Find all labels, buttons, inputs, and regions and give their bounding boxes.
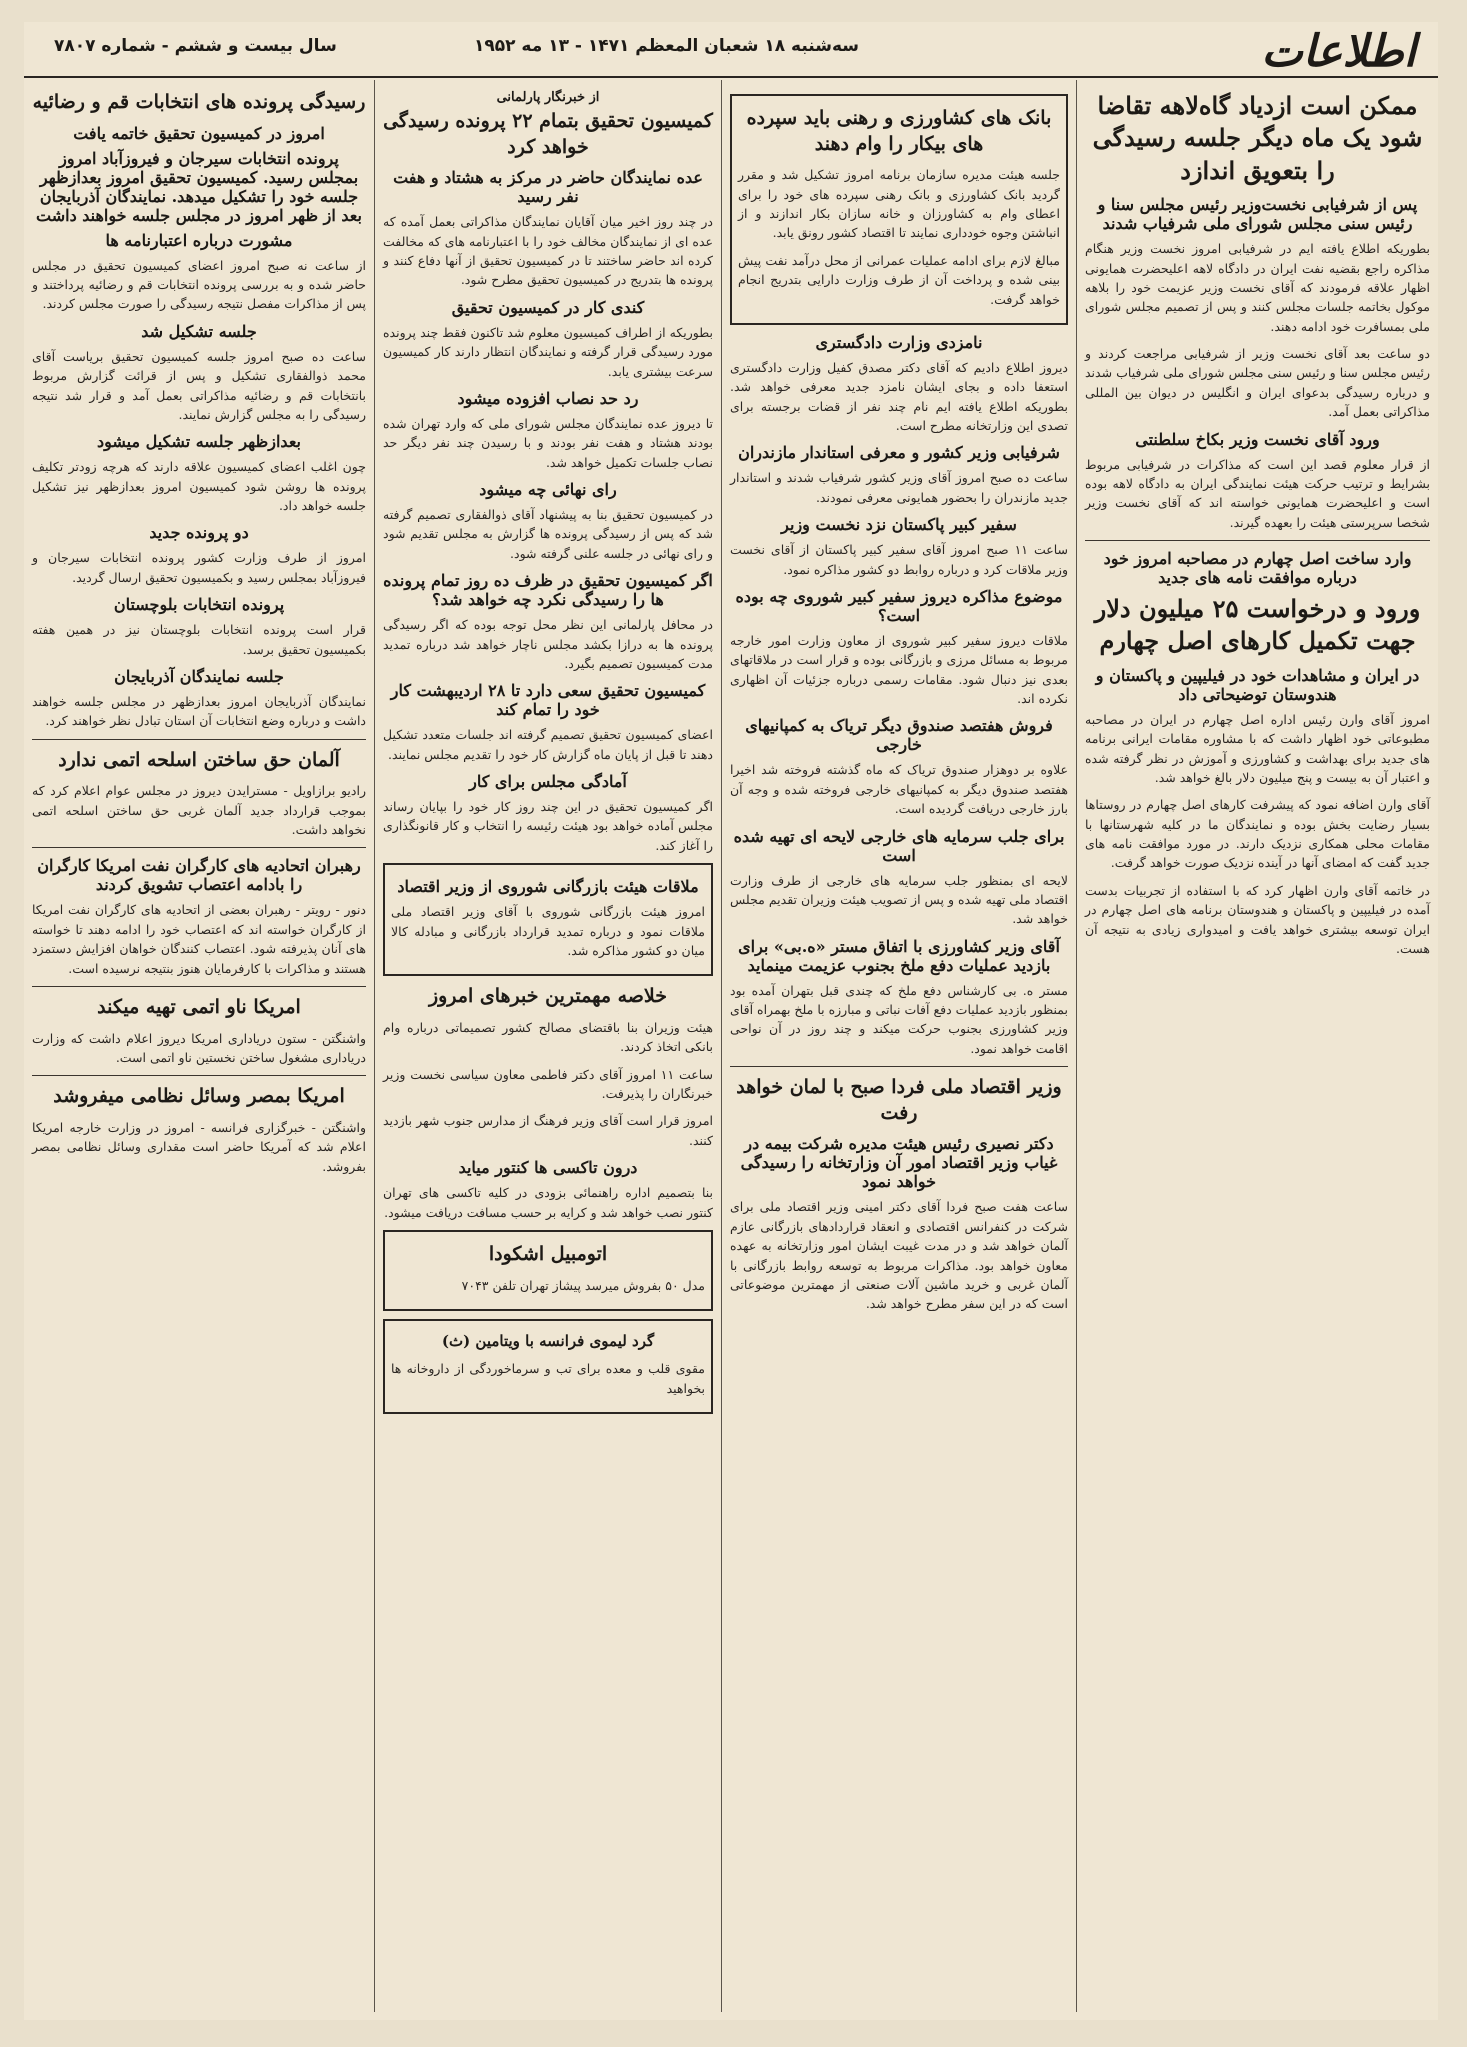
article-subhead: رهبران اتحادیه های کارگران نفت امریکا کارگران را بادامه اعتصاب تشویق کردند bbox=[37, 856, 361, 895]
article-body: ساعت ده صبح امروز آقای وزیر کشور شرفیاب شدند و استاندار جدید مازندران را بحضور همایونی معرفی نمودند. bbox=[730, 470, 1068, 505]
article-subhead: پرونده انتخابات بلوچستان bbox=[113, 595, 285, 615]
article-body: مستر ه. بی کارشناس دفع ملخ که چندی قبل بتهران آمده بود بمنظور بازدید عملیات دفع آفات نباتی و مبارزه با ملخ بهمراه آقای وزیر کشاورزی بجنوب حرکت میکند و چند روز در آن نواحی اقامت خواهد نمود. bbox=[730, 982, 1068, 1056]
article-subhead: رای نهائی چه میشود bbox=[479, 480, 617, 500]
advertisement bbox=[383, 1319, 713, 1414]
article-body: مبالغ لازم برای ادامه عملیات عمرانی از محل درآمد نفت پیش بینی شده و پرداخت آن از طرف وزارت دارایی بتدریج انجام خواهد گرفت. bbox=[738, 252, 1060, 307]
column-4 bbox=[24, 80, 374, 2012]
article-subhead: عده نمایندگان حاضر در مرکز به هشتاد و هفت نفر رسید bbox=[393, 168, 703, 207]
article-subhead: مشورت درباره اعتبارنامه ها bbox=[105, 230, 293, 250]
article-subhead: کمیسیون تحقیق سعی دارد تا ۲۸ اردیبهشت کار خود را تمام کند bbox=[390, 681, 706, 720]
article-body: از قرار معلوم قصد این است که مذاکرات در شرفیابی مربوط بشرایط و ترتیب حرکت هیئت نمایندگی ایران به دادگاه لاهه بوده است و اعلیحضرت همایونی خواسته اند که آقای نخست وزیر شخصا سرپرستی هیئت را بعهده گیرند. bbox=[1085, 456, 1430, 530]
article-subhead: آقای وزیر کشاورزی با اتفاق مستر «ه.بی» برای بازدید عملیات دفع ملخ بجنوب عزیمت مینماید bbox=[738, 936, 1060, 975]
article-subhead: در ایران و مشاهدات خود در فیلیپین و پاکستان و هندوستان توضیحاتی داد bbox=[1095, 665, 1420, 704]
article-body: رادیو برازاویل - مسترایدن دیروز در مجلس عوام اعلام کرد که بموجب قرارداد جدید آلمان غربی حق ساختن اسلحه اتمی نخواهد داشت. bbox=[32, 783, 366, 838]
article-subhead: برای جلب سرمایه های خارجی لایحه ای تهیه شده است bbox=[733, 826, 1065, 865]
issue-number: سال بیست و ششم - شماره ۷۸۰۷ bbox=[54, 36, 337, 56]
news-box bbox=[730, 94, 1068, 325]
article-subhead: کندی کار در کمیسیون تحقیق bbox=[451, 297, 645, 317]
divider bbox=[730, 1066, 1068, 1067]
article-body: از ساعت نه صبح امروز اعضای کمیسیون تحقیق در مجلس حاضر شده و به بررسی پرونده انتخابات قم و رضائیه پرداختند و پس از مذاکرات مفصل نتیجه رسیدگی را صورت مجلس کردند. bbox=[32, 257, 366, 312]
article-headline: بانک های کشاورزی و رهنی باید سپرده های بیکار را وام دهند bbox=[746, 107, 1052, 155]
brief-item: امروز قرار است آقای وزیر فرهنگ از مدارس جنوب شهر بازدید کنند. bbox=[383, 1113, 713, 1148]
article-headline: ممکن است ازدیاد گاه‌لاهه تقاضا شود یک ماه دیگر جلسه رسیدگی را بتعویق اندازد bbox=[1092, 91, 1423, 185]
newspaper-page bbox=[24, 22, 1438, 2020]
article-headline: ورود و درخواست ۲۵ میلیون دلار جهت تکمیل کارهای اصل چهارم bbox=[1094, 594, 1421, 656]
column-3 bbox=[374, 80, 721, 2012]
dateline: سه‌شنبه ۱۸ شعبان المعظم ۱۴۷۱ - ۱۳ مه ۱۹۵۲ bbox=[474, 36, 859, 56]
article-body: قرار است پرونده انتخابات بلوچستان نیز در همین هفته بکمیسیون تحقیق برسد. bbox=[32, 622, 366, 657]
brief-item: ساعت ۱۱ امروز آقای دکتر فاطمی معاون سیاسی نخست وزیر خبرنگاران را پذیرفت. bbox=[383, 1066, 713, 1102]
article-subhead: سفیر کبیر پاکستان نزد نخست وزیر bbox=[781, 515, 1017, 535]
article-body: ملاقات دیروز سفیر کبیر شوروی از معاون وزارت امور خارجه مربوط به مسائل مرزی و بازرگانی بوده و قرار است در ملاقاتهای بعدی نیز دنبال شود. مقامات رسمی درباره جزئیات آن اظهاری نکرده اند. bbox=[730, 632, 1068, 707]
article-subhead: نامزدی وزارت دادگستری bbox=[815, 332, 983, 352]
divider bbox=[32, 986, 366, 987]
article-subhead: جلسه نمایندگان آذربایجان bbox=[114, 666, 284, 686]
article-body: بنا بتصمیم اداره راهنمائی بزودی در کلیه تاکسی های تهران کنتور نصب خواهد شد و کرایه بر حسب مسافت دریافت میشود. bbox=[383, 1185, 713, 1220]
article-subhead: فروش هفتصد صندوق دیگر تریاک به کمپانیهای خارجی bbox=[745, 716, 1053, 755]
masthead bbox=[24, 22, 1438, 78]
article-body: بطوریکه از اطراف کمیسیون معلوم شد تاکنون فقط چند پرونده مورد رسیدگی قرار گرفته و نمایندگان انتظار دارند کار کمیسیون سرعت بیشتری یابد. bbox=[383, 324, 713, 379]
article-subhead: ورود آقای نخست وزیر بکاخ سلطنتی bbox=[1135, 429, 1380, 449]
article-body: ساعت ۱۱ صبح امروز آقای سفیر کبیر پاکستان از آقای نخست وزیر ملاقات کرد و درباره روابط دو کشور مذاکره نمود. bbox=[730, 542, 1068, 577]
article-subhead: درون تاکسی ها کنتور میاید bbox=[458, 1158, 638, 1178]
article-body: چون اغلب اعضای کمیسیون علاقه دارند که هرچه زودتر تکلیف پرونده ها روشن شود کمیسیون امروز بعدازظهر نیز تشکیل جلسه خواهد داد. bbox=[32, 459, 366, 514]
news-box bbox=[383, 863, 713, 976]
article-body: علاوه بر دوهزار صندوق تریاک که ماه گذشته فروخته شد اخیرا هفتصد صندوق دیگر به کمپانیهای خارجی فروخته شده و وجه آن بارز خارجی دریافت گردیده است. bbox=[730, 762, 1068, 817]
article-body: امروز آقای وارن رئیس اداره اصل چهارم در ایران در مصاحبه مطبوعاتی خود اظهار داشت که با مشاوره مقامات ایرانی برنامه های جدید برای بهداشت و کشاورزی و آموزش در نظر گرفته شده و اعتبار آن به بیست و پنج میلیون دلار بالغ خواهد شد. bbox=[1085, 711, 1430, 785]
article-headline: رسیدگی پرونده های انتخابات قم و رضائیه bbox=[32, 91, 366, 113]
divider bbox=[32, 1075, 366, 1076]
article-subhead: ملاقات هیئت بازرگانی شوروی از وزیر اقتصاد bbox=[397, 877, 699, 897]
article-subhead: پرونده انتخابات سیرجان و فیروزآباد امروز بمجلس رسید. کمیسیون تحقیق امروز بعدازظهر جلسه خود را تشکیل میدهد. نمایندگان آذربایجان بعد از ظهر امروز در مجلس جلسه خواهند داشت bbox=[36, 148, 362, 225]
article-kicker: وارد ساخت اصل چهارم در مصاحبه امروز خود درباره موافقت نامه های جدید bbox=[1103, 549, 1412, 588]
article-subhead: دکتر نصیری رئیس هیئت مدیره شرکت بیمه در غیاب وزیر اقتصاد امور آن وزارتخانه را رسیدگی خواهد نمود bbox=[740, 1134, 1058, 1192]
article-body: نمایندگان آذربایجان امروز بعدازظهر در مجلس جلسه خواهند داشت و درباره وضع انتخابات آن استان تبادل نظر خواهند کرد. bbox=[32, 693, 366, 729]
article-subhead: موضوع مذاکره دیروز سفیر کبیر شوروی چه بوده است؟ bbox=[735, 586, 1063, 625]
article-kicker: از خبرنگار پارلمانی bbox=[496, 90, 600, 105]
article-headline: آلمان حق ساختن اسلحه اتمی ندارد bbox=[58, 748, 340, 771]
article-subhead: دو پرونده جدید bbox=[149, 523, 249, 543]
article-body: واشنگتن - ستون دریاداری امریکا دیروز اعلام داشت که وزارت دریاداری مشغول ساختن نخستین ناو اتمی است. bbox=[32, 1030, 366, 1065]
article-body: دیروز اطلاع دادیم که آقای دکتر مصدق کفیل وزارت دادگستری استعفا داده و بجای ایشان نامزد جدید معرفی خواهد شد. بطوریکه اطلاع یافته ایم نام چند نفر از قضات برجسته برای تصدی این وزارتخانه مطرح است. bbox=[730, 359, 1068, 434]
article-subhead: پس از شرفیابی نخست‌وزیر رئیس مجلس سنا و رئیس سنی مجلس شورای ملی شرفیاب شدند bbox=[1097, 195, 1418, 234]
article-body: اعضای کمیسیون تحقیق تصمیم گرفته اند جلسات متعدد تشکیل دهند تا قبل از پایان ماه گزارش کار خود را تقدیم مجلس نمایند. bbox=[383, 727, 713, 762]
article-subhead: بعدازظهر جلسه تشکیل میشود bbox=[97, 432, 301, 452]
article-body: دنور - رویتر - رهبران بعضی از اتحادیه های کارگران نفت امریکا از کارگران خواسته اند که اعتصاب خود را ادامه دهند تا خواسته های آنان پذیرفته شود. اعتصاب کنندگان خواهان افزایش دستمزد هستند و مذاکرات با کارفرمایان هنوز بنتیجه نرسیده است. bbox=[32, 902, 366, 976]
article-body: ساعت ده صبح امروز جلسه کمیسیون تحقیق بریاست آقای محمد ذوالفقاری تشکیل و پس از قرائت گزارش مربوط بانتخابات قم و رضائیه مذاکراتی بعمل آمد و قرار شد نتیجه رسیدگی را به مجلس گزارش نمایند. bbox=[32, 348, 366, 422]
article-body: دو ساعت بعد آقای نخست وزیر از شرفیابی مراجعت کردند و رئیس مجلس سنا و رئیس سنی مجلس شورای ملی شرفیاب شدند و درباره رسیدگی بدعوای ایران و انگلیس در دیوان بین المللی مذاکراتی بعمل آمد. bbox=[1085, 346, 1430, 420]
ad-body: مقوی قلب و معده برای تب و سرماخوردگی از داروخانه ها بخواهید bbox=[391, 1361, 705, 1396]
article-body: ساعت هفت صبح فردا آقای دکتر امینی وزیر اقتصاد ملی برای شرکت در کنفرانس اقتصادی و انعقاد قراردادهای بازرگانی عازم آلمان خواهد شد و در مدت غیبت ایشان امور وزارتخانه به عهده معاون خواهد بود. مذاکرات مربوط به توسعه روابط بازرگانی با آلمان غربی و خرید ماشین آلات صنعتی از مهمترین موضوعاتی است که در این سفر مطرح خواهد شد. bbox=[730, 1199, 1068, 1312]
article-subhead: آمادگی مجلس برای کار bbox=[469, 772, 627, 792]
article-body: در کمیسیون تحقیق بنا به پیشنهاد آقای ذوالفقاری تصمیم گرفته شد که پس از رسیدگی پرونده ها گزارش به مجلس تقدیم شود و رای نهائی در جلسه علنی گرفته شود. bbox=[383, 507, 713, 561]
brief-item: هیئت وزیران بنا باقتضای مصالح کشور تصمیماتی درباره وام بانکی اتخاذ کردند. bbox=[383, 1019, 713, 1055]
newspaper-logo: اطلاعات bbox=[1261, 26, 1416, 77]
article-body: بطوریکه اطلاع یافته ایم در شرفیابی امروز نخست وزیر هنگام مذاکره راجع بقضیه نفت ایران در دادگاه لاهه اعلیحضرت همایونی اظهار علاقه فرمودند که آقای نخست وزیر عزیمت خود را بلاهه موکول بخاتمه جلسات مجلس کنند و پس از تصمیم مجلس شورای ملی بمسافرت خود ادامه دهند. bbox=[1085, 241, 1430, 334]
article-headline: وزیر اقتصاد ملی فردا صبح با لمان خواهد رفت bbox=[736, 1076, 1062, 1124]
article-subhead: اگر کمیسیون تحقیق در ظرف ده روز تمام پرونده ها را رسیدگی نکرد چه خواهد شد؟ bbox=[383, 571, 713, 610]
article-headline: امریکا ناو اتمی تهیه میکند bbox=[97, 995, 301, 1018]
divider bbox=[1085, 540, 1430, 541]
article-body: در محافل پارلمانی این نظر محل توجه بوده که اگر رسیدگی پرونده ها به درازا بکشد مجلس ناچار خواهد شد درباره تمدید مدت کمیسیون تصمیم بگیرد. bbox=[383, 617, 713, 671]
article-headline: امریکا بمصر وسائل نظامی میفروشد bbox=[53, 1085, 345, 1108]
divider bbox=[32, 847, 366, 848]
article-subhead: رد حد نصاب افزوده میشود bbox=[457, 388, 639, 408]
article-body: امروز از طرف وزارت کشور پرونده انتخابات سیرجان و فیروزآباد بمجلس رسید و بکمیسیون تحقیق ارسال گردید. bbox=[32, 550, 366, 585]
article-body: لایحه ای بمنظور جلب سرمایه های خارجی از طرف وزارت اقتصاد ملی تهیه شده و پس از تصویب هیئت وزیران تقدیم مجلس خواهد شد. bbox=[730, 872, 1068, 927]
article-subhead: شرفیابی وزیر کشور و معرفی استاندار مازندران bbox=[738, 443, 1060, 463]
article-body: واشنگتن - خبرگزاری فرانسه - امروز در وزارت خارجه امریکا اعلام شد که آمریکا حاضر است مقداری وسائل نظامی بمصر بفروشد. bbox=[32, 1119, 366, 1174]
ad-body: مدل ۵۰ بفروش میرسد پیشاز تهران تلفن ۷۰۴۳ bbox=[461, 1277, 705, 1293]
article-subhead: امروز در کمیسیون تحقیق خاتمه یافت bbox=[73, 123, 325, 143]
article-subhead: جلسه تشکیل شد bbox=[141, 321, 257, 341]
article-body: جلسه هیئت مدیره سازمان برنامه امروز تشکیل شد و مقرر گردید بانک کشاورزی و بانک رهنی سپرده های خود را برای اعطای وام به کشاورزان و خانه سازان بکار اندازند و از انباشتن وجوه خودداری نمایند تا اقتصاد کشور رونق یابد. bbox=[738, 167, 1060, 241]
article-body: تا دیروز عده نمایندگان مجلس شورای ملی که وارد تهران شده بودند هشتاد و هفت نفر بودند و با رسیدن چند نفر دیگر حد نصاب جلسات تکمیل خواهد شد. bbox=[383, 415, 713, 470]
column-2 bbox=[721, 80, 1076, 2012]
article-body: اگر کمیسیون تحقیق در این چند روز کار خود را بپایان رساند مجلس آماده خواهد بود هیئت رئیسه را انتخاب و کار قانونگذاری را آغاز کند. bbox=[383, 799, 713, 853]
ad-title: گرد لیموی فرانسه با ویتامین (ث) bbox=[441, 1331, 655, 1350]
news-briefs-title: خلاصه مهمترین خبرهای امروز bbox=[428, 985, 668, 1008]
article-body: امروز هیئت بازرگانی شوروی با آقای وزیر اقتصاد ملی ملاقات نمود و درباره تمدید قرارداد بازرگانی و مبادله کالا میان دو کشور مذاکره شد. bbox=[391, 904, 705, 958]
ad-title: اتومبیل اشکودا bbox=[488, 1242, 608, 1265]
article-body: آقای وارن اضافه نمود که پیشرفت کارهای اصل چهارم در روستاها بسیار رضایت بخش بوده و نمایندگان ما در کلیه شهرستانها با مقامات محلی همکاری نزدیک دارند. در مورد موافقت نامه های جدید گفت که امضای آنها در آینده نزدیک صورت خواهد گرفت. bbox=[1085, 797, 1430, 871]
divider bbox=[32, 739, 366, 740]
article-body: در خاتمه آقای وارن اظهار کرد که با استفاده از تجربیات بدست آمده در فیلیپین و پاکستان و هندوستان برنامه های اصل چهارم در ایران توسعه بیشتری خواهد یافت و امیدواری زیادی به نتیجه آن هست. bbox=[1085, 882, 1430, 956]
article-headline: کمیسیون تحقیق بتمام ۲۲ پرونده رسیدگی خواهد کرد bbox=[383, 110, 713, 158]
advertisement bbox=[383, 1230, 713, 1311]
article-body: در چند روز اخیر میان آقایان نمایندگان مذاکراتی بعمل آمده که عده ای از نمایندگان مخالف خود را با اعتبارنامه های که مخالفت کرده اند حاضر ساختند تا در کمیسیون تحقیق از آنها دفاع کنند و پرونده ها بتدریج در کمیسیون تحقیق مطرح شود. bbox=[383, 214, 713, 288]
column-1 bbox=[1076, 80, 1438, 2012]
